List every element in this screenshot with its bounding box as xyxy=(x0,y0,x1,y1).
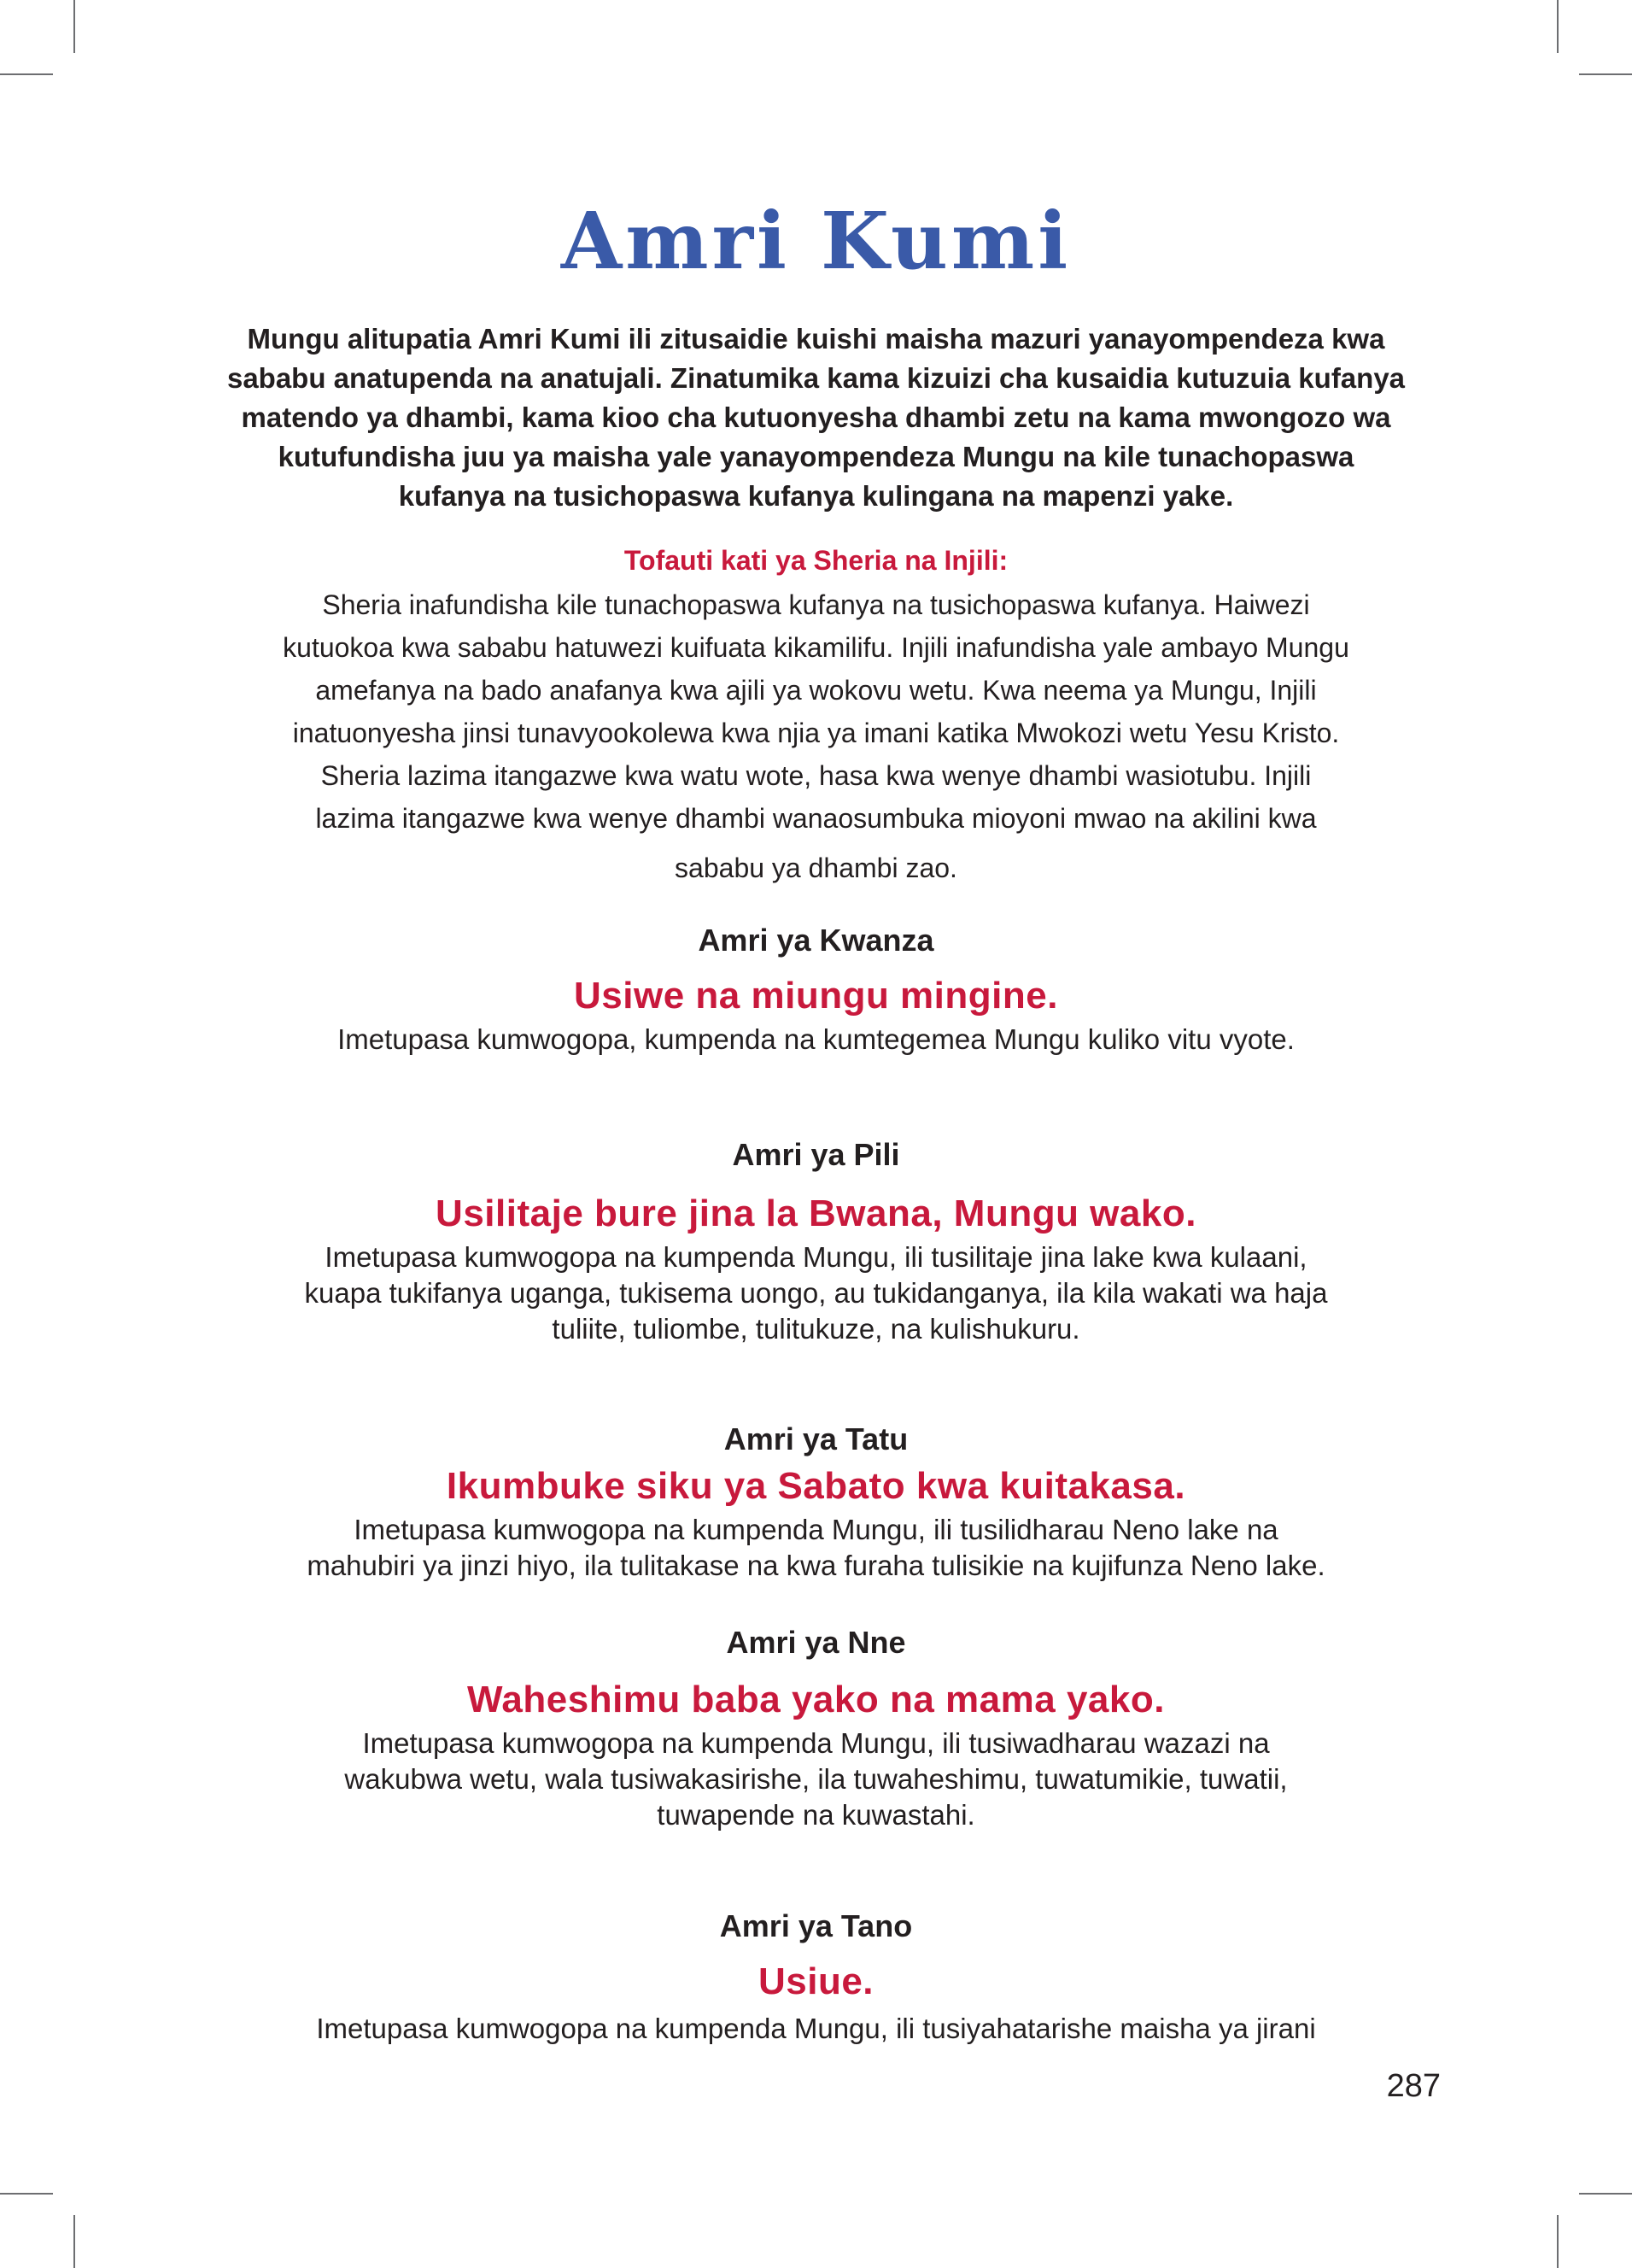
law-gospel-line: lazima itangazwe kwa wenye dhambi wanaosumbuka mioyoni mwao na akilini kwa xyxy=(315,803,1317,834)
page-title: Amri Kumi xyxy=(560,195,1072,287)
law-gospel-line: sababu ya dhambi zao. xyxy=(675,853,957,883)
commandment-explanation: Imetupasa kumwogopa na kumpenda Mungu, ili tusilitaje jina lake kwa kulaani, kuapa tukifanya uganga, tukisema uongo, au tukidanganya, ila kila wakati wa haja tuliite, tuliombe, tulitukuze, na kulishukuru. xyxy=(304,1241,1328,1345)
commandment-3 xyxy=(188,1418,1444,1584)
crop-mark-top-right-horizontal xyxy=(1579,73,1632,75)
page-number: 287 xyxy=(1386,2068,1441,2104)
crop-mark-top-left-horizontal xyxy=(0,73,53,75)
crop-mark-top-right-vertical xyxy=(1557,0,1559,53)
commandment-title: Ikumbuke siku ya Sabato kwa kuitakasa. xyxy=(446,1465,1186,1507)
crop-mark-bottom-right-horizontal xyxy=(1579,2193,1632,2195)
commandment-1 xyxy=(188,919,1444,1058)
law-gospel-line: kutuokoa kwa sababu hatuwezi kuifuata kikamilifu. Injili inafundisha yale ambayo Mungu xyxy=(283,632,1349,663)
crop-mark-bottom-left-vertical xyxy=(73,2215,75,2268)
commandment-2 xyxy=(188,1134,1444,1347)
commandment-4 xyxy=(188,1621,1444,1833)
commandment-title: Waheshimu baba yako na mama yako. xyxy=(467,1679,1165,1720)
crop-mark-bottom-right-vertical xyxy=(1557,2215,1559,2268)
commandment-label: Amri ya Nne xyxy=(726,1625,906,1660)
commandment-label: Amri ya Kwanza xyxy=(698,923,934,958)
commandment-label: Amri ya Pili xyxy=(732,1137,900,1172)
commandment-title: Usilitaje bure jina la Bwana, Mungu wako. xyxy=(436,1193,1196,1234)
law-gospel-line: inatuonyesha jinsi tunavyookolewa kwa njia ya imani katika Mwokozi wetu Yesu Kristo. xyxy=(292,718,1340,748)
commandment-title: Usiwe na miungu mingine. xyxy=(574,975,1058,1017)
law-gospel-line: Sheria inafundisha kile tunachopaswa kufanya na tusichopaswa kufanya. Haiwezi xyxy=(322,589,1310,620)
commandment-label: Amri ya Tano xyxy=(719,1908,913,1943)
commandment-explanation: Imetupasa kumwogopa na kumpenda Mungu, ili tusilidharau Neno lake na mahubiri ya jinzi hiyo, ila tulitakase na kwa furaha tulisikie na kujifunza Neno lake. xyxy=(307,1514,1325,1581)
commandment-label: Amri ya Tatu xyxy=(723,1421,909,1456)
crop-mark-top-left-vertical xyxy=(73,0,75,53)
crop-mark-bottom-left-horizontal xyxy=(0,2193,53,2195)
intro-paragraph: Mungu alitupatia Amri Kumi ili zitusaidie kuishi maisha mazuri yanayompendeza kwa sababu anatupenda na anatujali. Zinatumika kama kizuizi cha kusaidia kutuzuia kufanya matendo ya dhambi, kama kioo cha kutuonyesha dhambi zetu na kama mwongozo wa kutufundisha juu ya maisha yale yanayompendeza Mungu na kile tunachopaswa kufanya na tusichopaswa kufanya kulingana na mapenzi yake. xyxy=(226,323,1406,512)
law-gospel-paragraph xyxy=(188,583,1444,889)
law-gospel-heading: Tofauti kati ya Sheria na Injili: xyxy=(623,545,1009,576)
commandment-title: Usiue. xyxy=(758,1960,874,2002)
commandment-explanation: Imetupasa kumwogopa na kumpenda Mungu, ili tusiyahatarishe maisha ya jirani xyxy=(316,2013,1316,2044)
law-gospel-line: amefanya na bado anafanya kwa ajili ya wokovu wetu. Kwa neema ya Mungu, Injili xyxy=(315,675,1317,706)
law-gospel-line: Sheria lazima itangazwe kwa watu wote, hasa kwa wenye dhambi wasiotubu. Injili xyxy=(320,760,1312,791)
commandment-explanation: Imetupasa kumwogopa na kumpenda Mungu, ili tusiwadharau wazazi na wakubwa wetu, wala tusiwakasirishe, ila tuwaheshimu, tuwatumikie, tuwatii, tuwapende na kuwastahi. xyxy=(344,1727,1288,1831)
commandment-explanation: Imetupasa kumwogopa, kumpenda na kumtegemea Mungu kuliko vitu vyote. xyxy=(337,1023,1295,1055)
commandment-5 xyxy=(188,1905,1444,2047)
